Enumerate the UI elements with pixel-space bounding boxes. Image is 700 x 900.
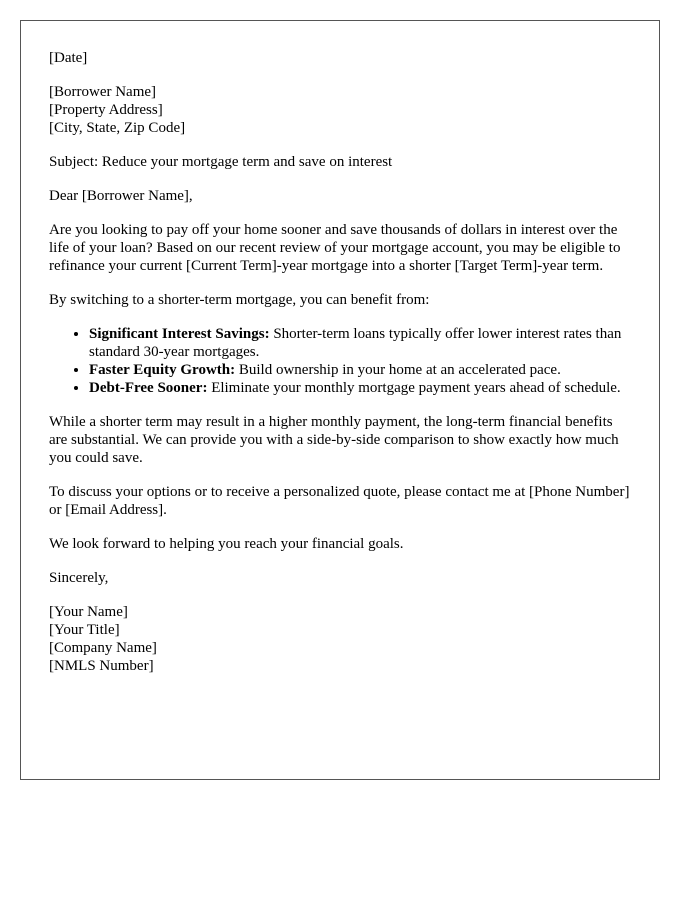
benefit-title: Debt-Free Sooner: — [89, 380, 208, 396]
recipient-property-address: [Property Address] — [49, 102, 163, 118]
letter-subject: Subject: Reduce your mortgage term and save on interest — [49, 154, 393, 170]
comparison-paragraph: While a shorter term may result in a higher monthly payment, the long-term financial benefits are substantial. We can provide you with a side-by-side comparison to show exactly how much you could save. — [49, 414, 619, 466]
closing-line: We look forward to helping you reach your financial goals. — [49, 536, 404, 552]
signature-nmls: [NMLS Number] — [49, 658, 154, 674]
benefits-list — [49, 325, 631, 397]
signature-company: [Company Name] — [49, 640, 157, 656]
benefit-title: Faster Equity Growth: — [89, 362, 236, 378]
contact-paragraph: To discuss your options or to receive a personalized quote, please contact me at [Phone Number] or [Email Address]. — [49, 484, 630, 518]
benefit-item — [89, 379, 631, 397]
benefit-text: Eliminate your monthly mortgage payment years ahead of schedule. — [207, 380, 621, 396]
signature-name: [Your Name] — [49, 604, 128, 620]
signature-block — [49, 603, 631, 675]
benefit-text: Build ownership in your home at an accelerated pace. — [235, 362, 561, 378]
letter-page — [20, 20, 660, 780]
letter-date: [Date] — [49, 50, 88, 66]
recipient-address-block — [49, 83, 631, 137]
benefit-text: Shorter-term loans typically offer lower interest rates than standard 30-year mortgages. — [89, 326, 622, 360]
intro-paragraph: Are you looking to pay off your home sooner and save thousands of dollars in interest over the life of your loan? Based on our recent review of your mortgage account, you may be eligible to refinance your current [Current Term]-year mortgage into a shorter [Target Term]-year term. — [49, 222, 621, 274]
signoff: Sincerely, — [49, 570, 109, 586]
letter-salutation: Dear [Borrower Name], — [49, 188, 193, 204]
benefit-item — [89, 361, 631, 379]
signature-title: [Your Title] — [49, 622, 120, 638]
benefit-item — [89, 325, 631, 361]
recipient-name: [Borrower Name] — [49, 84, 157, 100]
recipient-city-state-zip: [City, State, Zip Code] — [49, 120, 186, 136]
benefit-title: Significant Interest Savings: — [89, 326, 270, 342]
benefits-intro: By switching to a shorter-term mortgage, you can benefit from: — [49, 292, 430, 308]
